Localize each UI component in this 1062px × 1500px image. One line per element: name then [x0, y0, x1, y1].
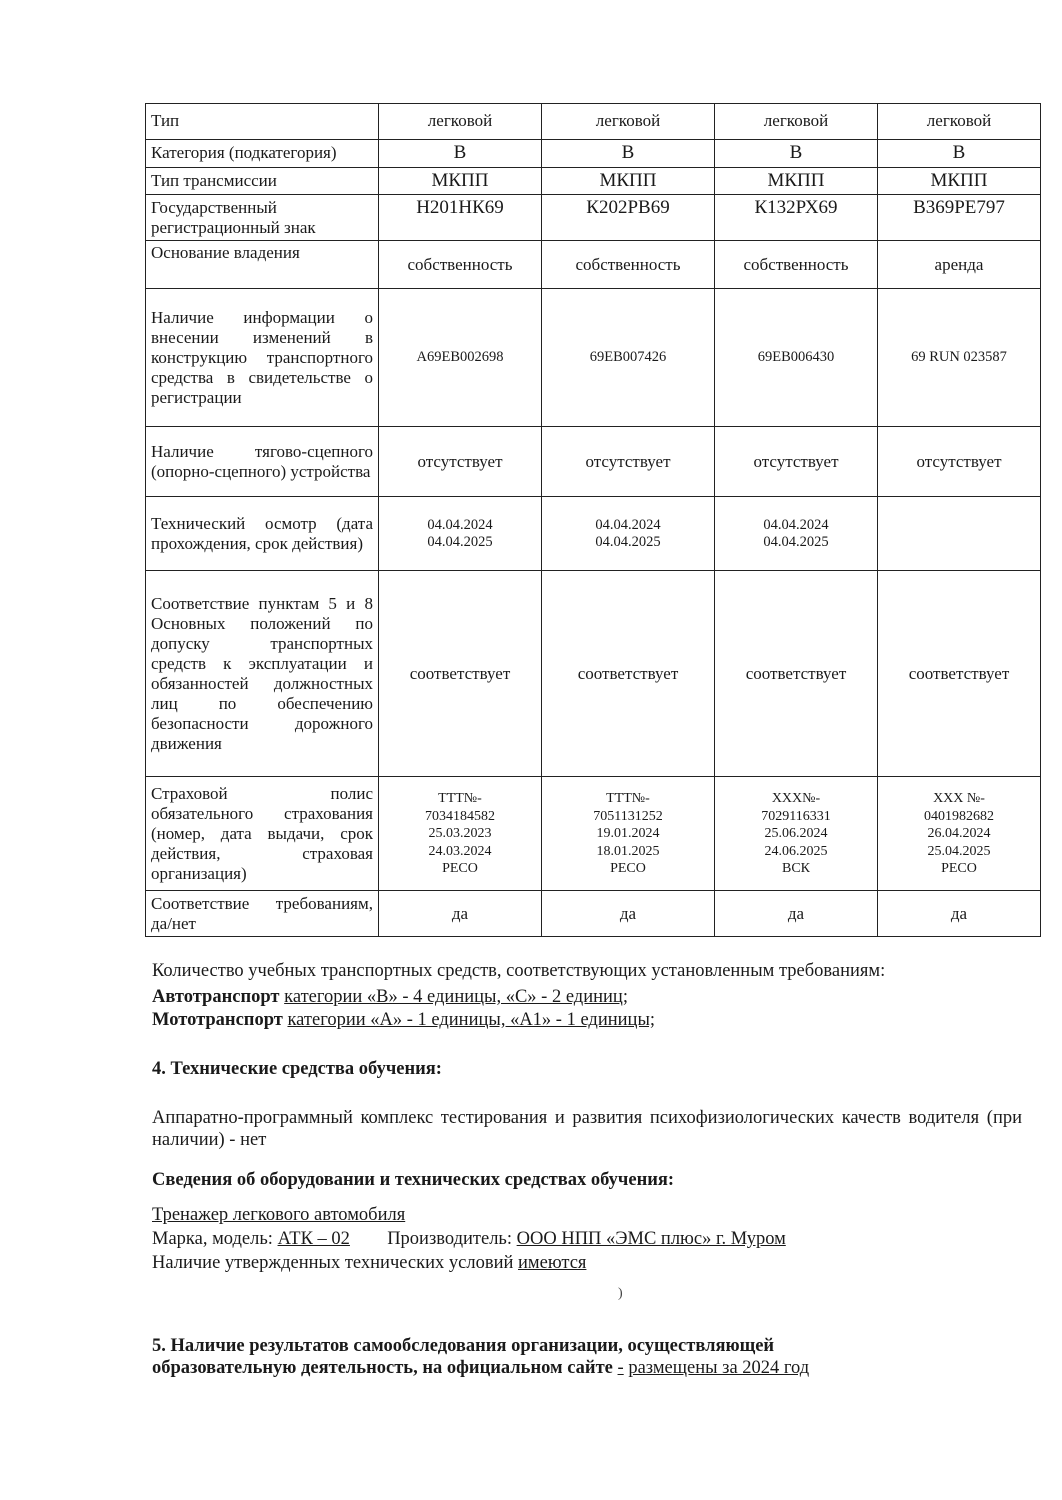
moto-transport-line — [152, 1009, 1022, 1031]
row-label: Соответствие пунктам 5 и 8 Основных положений по допуску транспортных средств к эксплуатации и обязанностей должностных лиц по обеспечению безопасности дорожного движения — [146, 571, 379, 777]
row-label: Государственный регистрационный знак — [146, 195, 379, 241]
model-value: АТК – 02 — [277, 1229, 350, 1249]
table-cell: легковой — [542, 104, 715, 140]
table-cell: легковой — [878, 104, 1041, 140]
table-row — [146, 777, 1041, 891]
equipment-heading: Сведения об оборудовании и технических средствах обучения: — [152, 1170, 675, 1190]
table-cell: соответствует — [715, 571, 878, 777]
table-cell: 69ЕВ007426 — [542, 289, 715, 427]
table-cell: соответствует — [379, 571, 542, 777]
table-cell: К202РВ69 — [542, 195, 715, 241]
table-cell: легковой — [379, 104, 542, 140]
table-cell: отсутствует — [878, 427, 1041, 497]
model-label: Марка, модель: — [152, 1229, 273, 1249]
section-5-dash: - — [617, 1358, 624, 1378]
section-4-heading: 4. Технические средства обучения: — [152, 1059, 442, 1079]
table-cell: собственность — [715, 241, 878, 289]
table-cell: соответствует — [878, 571, 1041, 777]
auto-transport-line — [152, 986, 1022, 1008]
table-cell: Н201НК69 — [379, 195, 542, 241]
table-cell: да — [878, 891, 1041, 937]
table-row — [146, 497, 1041, 571]
table-cell: ТТТ№- 7051131252 19.01.2024 18.01.2025 РЕСО — [542, 777, 715, 891]
table-row — [146, 140, 1041, 168]
table-cell: да — [715, 891, 878, 937]
table-cell: B — [878, 140, 1041, 168]
moto-label: Мототранспорт — [152, 1010, 283, 1030]
vehicles-table — [145, 103, 1041, 937]
testing-complex-text: Аппаратно-программный комплекс тестирования и развития психофизиологических качеств водителя (при наличии) - нет — [152, 1108, 1022, 1150]
table-cell: 69ЕВ006430 — [715, 289, 878, 427]
table-cell: ХХХ №- 0401982682 26.04.2024 25.04.2025 РЕСО — [878, 777, 1041, 891]
table-cell: К132РХ69 — [715, 195, 878, 241]
auto-label: Автотранспорт — [152, 987, 280, 1007]
row-label: Тип — [146, 104, 379, 140]
row-label: Страховой полис обязательного страхования (номер, дата выдачи, срок действия, страховая организация) — [146, 777, 379, 891]
table-cell: А69ЕВ002698 — [379, 289, 542, 427]
table-cell: ХХХ№- 7029116331 25.06.2024 24.06.2025 ВСК — [715, 777, 878, 891]
table-cell — [878, 497, 1041, 571]
table-cell: отсутствует — [715, 427, 878, 497]
vehicle-count-intro: Количество учебных транспортных средств, соответствующих установленным требованиям: — [152, 961, 886, 981]
table-row — [146, 891, 1041, 937]
table-cell: B — [379, 140, 542, 168]
table-cell: легковой — [715, 104, 878, 140]
section-5-line-1: 5. Наличие результатов самообследования организации, осуществляющей — [152, 1336, 775, 1356]
row-label: Тип трансмиссии — [146, 168, 379, 195]
conditions-label: Наличие утвержденных технических условий — [152, 1253, 514, 1273]
moto-value: категории «А» - 1 единицы, «А1» - 1 единицы; — [287, 1010, 656, 1030]
conditions-line — [152, 1252, 1022, 1274]
row-label: Категория (подкатегория) — [146, 140, 379, 168]
table-cell: B — [542, 140, 715, 168]
table-cell: собственность — [542, 241, 715, 289]
table-cell: МКПП — [715, 168, 878, 195]
table-cell: 04.04.2024 04.04.2025 — [542, 497, 715, 571]
table-row — [146, 427, 1041, 497]
table-cell: да — [542, 891, 715, 937]
table-row — [146, 241, 1041, 289]
maker-label: Производитель: — [387, 1229, 512, 1249]
table-cell: МКПП — [379, 168, 542, 195]
table-row — [146, 104, 1041, 140]
table-cell: 04.04.2024 04.04.2025 — [715, 497, 878, 571]
table-cell: отсутствует — [542, 427, 715, 497]
auto-value: категории «В» - 4 единицы, «С» - 2 единиц; — [284, 987, 628, 1007]
row-label: Наличие тягово-сцепного (опорно-сцепного) устройства — [146, 427, 379, 497]
model-line — [152, 1228, 1022, 1250]
section-5-line-2 — [152, 1357, 1022, 1379]
section-5-value: размещены за 2024 год — [628, 1358, 810, 1378]
table-cell: B — [715, 140, 878, 168]
table-cell: 04.04.2024 04.04.2025 — [379, 497, 542, 571]
table-cell: МКПП — [878, 168, 1041, 195]
table-row — [146, 571, 1041, 777]
table-cell: соответствует — [542, 571, 715, 777]
section-5-title-end: образовательную деятельность, на официальном сайте — [152, 1358, 613, 1378]
table-cell: ТТТ№- 7034184582 25.03.2023 24.03.2024 РЕСО — [379, 777, 542, 891]
table-cell: В369РЕ797 — [878, 195, 1041, 241]
table-cell: 69 RUN 023587 — [878, 289, 1041, 427]
maker-value: ООО НПП «ЭМС плюс» г. Муром — [516, 1229, 786, 1249]
table-cell: собственность — [379, 241, 542, 289]
table-cell: да — [379, 891, 542, 937]
trainer-name: Тренажер легкового автомобиля — [152, 1205, 406, 1225]
row-label: Технический осмотр (дата прохождения, срок действия) — [146, 497, 379, 571]
table-cell: МКПП — [542, 168, 715, 195]
table-cell: аренда — [878, 241, 1041, 289]
stray-mark: ) — [618, 1286, 623, 1301]
row-label: Соответствие требованиям, да/нет — [146, 891, 379, 937]
table-row — [146, 289, 1041, 427]
section-5-heading — [152, 1335, 1022, 1379]
table-cell: отсутствует — [379, 427, 542, 497]
row-label: Наличие информации о внесении изменений в конструкцию транспортного средства в свидетельстве о регистрации — [146, 289, 379, 427]
table-row — [146, 195, 1041, 241]
table-row — [146, 168, 1041, 195]
conditions-value: имеются — [518, 1253, 587, 1273]
row-label: Основание владения — [146, 241, 379, 289]
